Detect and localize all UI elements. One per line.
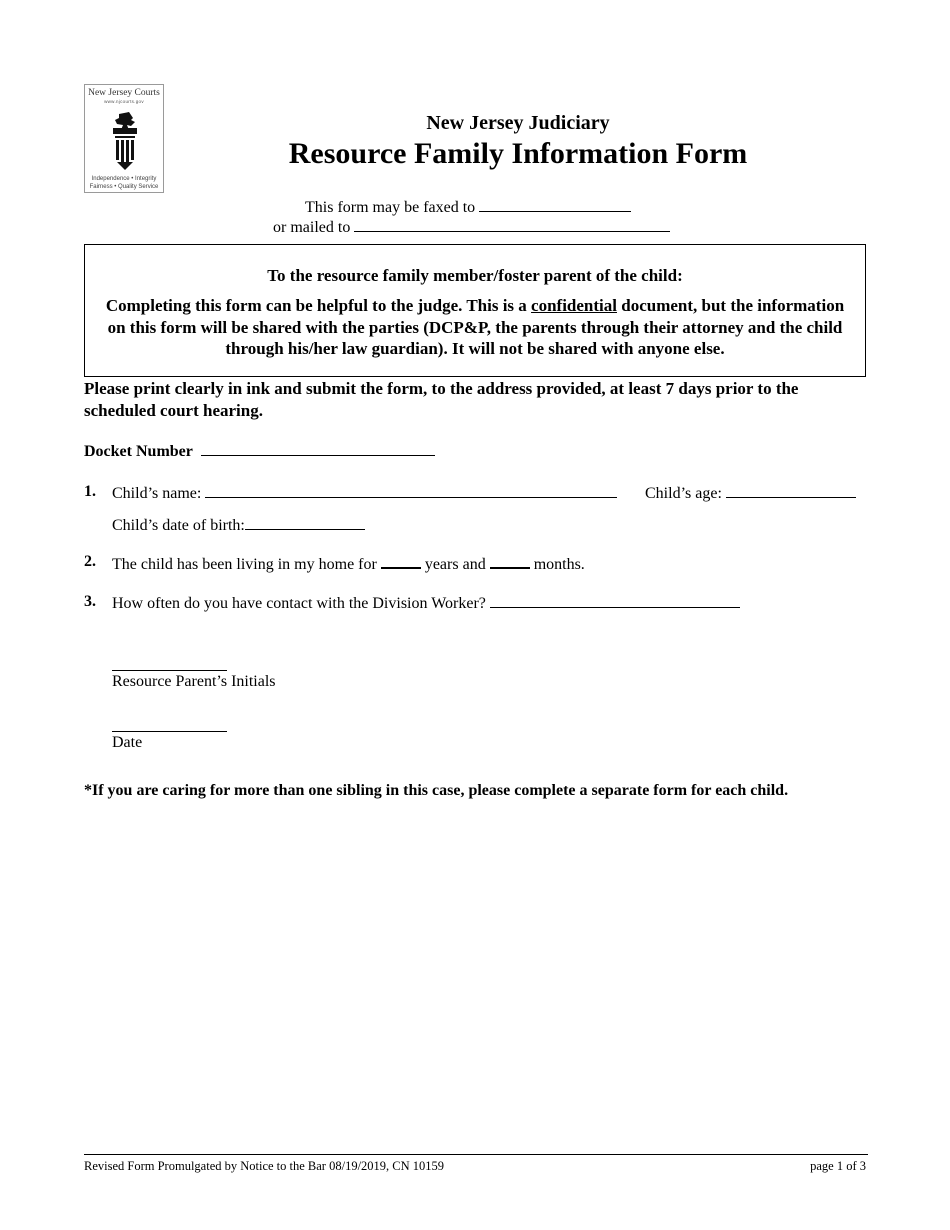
- q1-name-label: Child’s name:: [112, 485, 202, 502]
- q2-text-after: months.: [533, 556, 585, 573]
- logo-motto-line2: Fairness • Quality Service: [89, 184, 159, 190]
- q1-age-row: [645, 482, 856, 504]
- notice-box: [84, 244, 866, 377]
- notice-body-part1: Completing this form can be helpful to the judge. This is a: [105, 296, 532, 315]
- division-worker-contact-field[interactable]: [490, 592, 740, 608]
- initials-field[interactable]: [112, 670, 227, 671]
- footer-divider: [84, 1154, 868, 1155]
- q2-row: [112, 552, 585, 575]
- q2-number: 2.: [84, 553, 96, 570]
- q2-text-middle: years and: [424, 556, 486, 573]
- years-field[interactable]: [381, 552, 421, 569]
- fax-number-field[interactable]: [479, 196, 631, 212]
- sibling-note: *If you are caring for more than one sibling in this case, please complete a separate form for each child.: [84, 782, 789, 799]
- mail-address-field[interactable]: [354, 216, 670, 232]
- footer-page-number: page 1 of 3: [810, 1159, 866, 1173]
- q1-name-row: [112, 482, 617, 504]
- notice-body-part2: document, but the information on this form will be shared with the parties (DCP&P, the parents through their attorney and the child through his/her law guardian). It will not be shared with anyone else.: [107, 296, 845, 358]
- notice-confidential-emphasis: confidential: [531, 296, 617, 315]
- months-field[interactable]: [490, 552, 530, 569]
- fax-label: This form may be faxed to: [305, 199, 476, 216]
- docket-row: [84, 440, 435, 462]
- q1-age-label: Child’s age:: [645, 485, 722, 502]
- q2-text-before: The child has been living in my home for: [112, 556, 377, 573]
- logo-title: New Jersey Courts: [88, 88, 160, 98]
- courthouse-emblem-icon: [107, 110, 143, 172]
- mail-line: [273, 216, 670, 238]
- initials-label: Resource Parent’s Initials: [112, 673, 276, 690]
- nj-courts-logo: [84, 84, 164, 193]
- instructions: Please print clearly in ink and submit the form, to the address provided, at least 7 days prior to the scheduled court hearing.: [84, 379, 799, 420]
- q3-text: How often do you have contact with the Division Worker?: [112, 595, 486, 612]
- logo-motto: [85, 175, 163, 191]
- q3-row: [112, 592, 740, 614]
- logo-motto-line1: Independence • Integrity: [91, 176, 157, 182]
- docket-label: Docket Number: [84, 443, 193, 460]
- logo-url: www.njcourts.gov: [104, 99, 144, 104]
- form-title: Resource Family Information Form: [288, 137, 748, 170]
- notice-body: [99, 295, 851, 360]
- docket-number-field[interactable]: [201, 440, 435, 456]
- footer-revision: Revised Form Promulgated by Notice to the Bar 08/19/2019, CN 10159: [84, 1159, 445, 1173]
- q3-number: 3.: [84, 593, 96, 610]
- child-name-field[interactable]: [205, 482, 617, 498]
- organization-name: New Jersey Judiciary: [426, 112, 610, 134]
- date-field[interactable]: [112, 731, 227, 732]
- q1-number: 1.: [84, 483, 96, 500]
- fax-line: [305, 196, 631, 218]
- q1-dob-label: Child’s date of birth:: [112, 517, 245, 534]
- child-dob-field[interactable]: [245, 514, 365, 530]
- notice-heading: To the resource family member/foster parent of the child:: [267, 266, 683, 285]
- q1-dob-row: [112, 514, 365, 536]
- child-age-field[interactable]: [726, 482, 856, 498]
- mail-label: or mailed to: [273, 219, 351, 236]
- date-label: Date: [112, 734, 143, 751]
